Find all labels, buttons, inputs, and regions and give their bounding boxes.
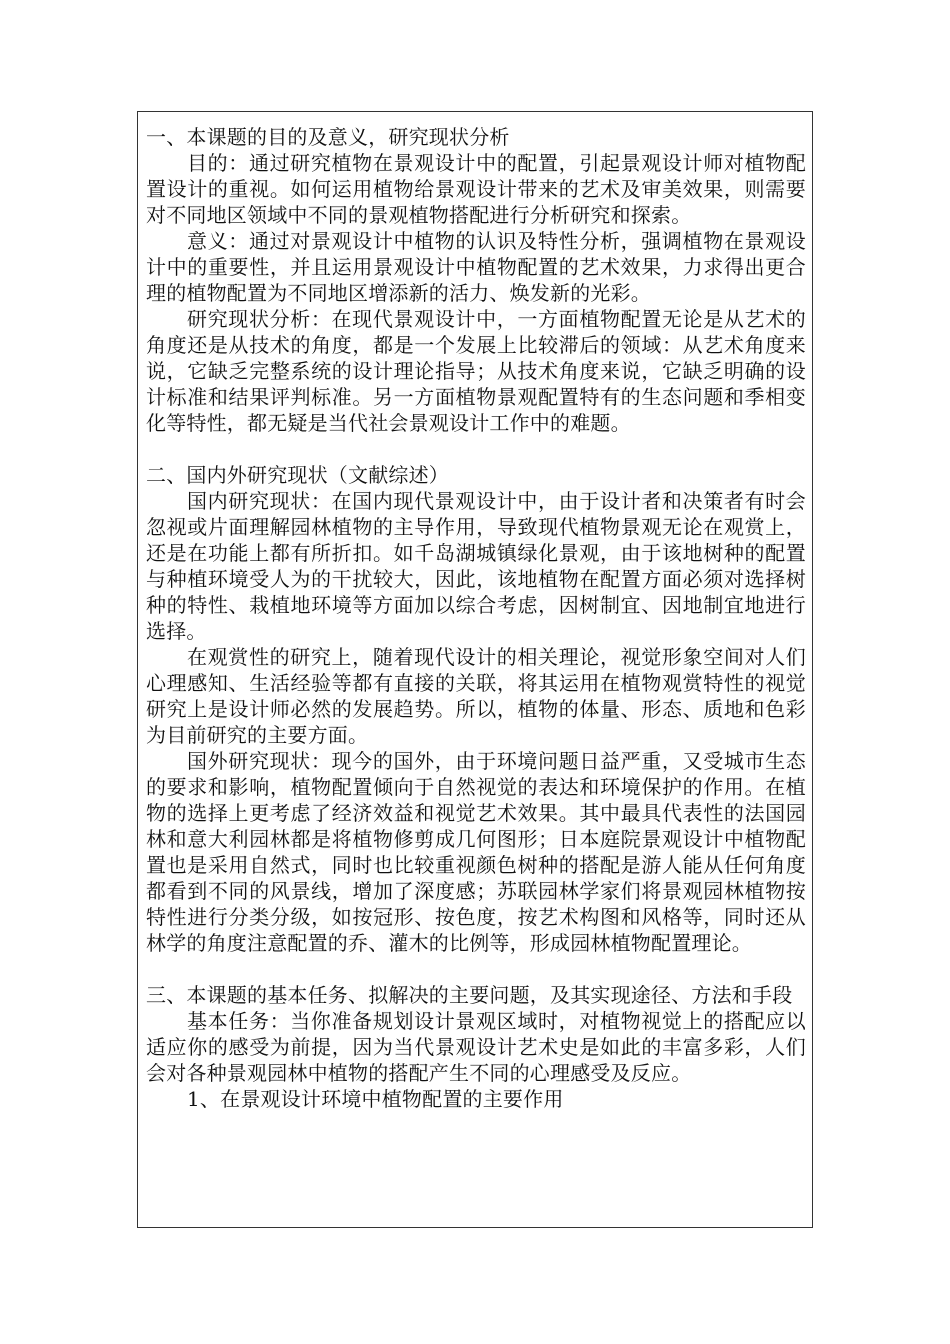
paragraph: 意义：通过对景观设计中植物的认识及特性分析，强调植物在景观设计中的重要性，并且运用景观设计中植物配置的艺术效果，力求得出更合理的植物配置为不同地区增添新的活力、焕发新的光彩。 bbox=[146, 229, 806, 305]
section-heading: 三、本课题的基本任务、拟解决的主要问题，及其实现途径、方法和手段 bbox=[146, 983, 793, 1007]
section-heading: 二、国内外研究现状（文献综述） bbox=[146, 463, 449, 487]
paragraph: 基本任务：当你准备规划设计景观区域时，对植物视觉上的搭配应以适应你的感受为前提，因为当代景观设计艺术史是如此的丰富多彩，人们会对各种景观园林中植物的搭配产生不同的心理感受及反应。 bbox=[146, 1009, 806, 1085]
paragraph: 研究现状分析：在现代景观设计中，一方面植物配置无论是从艺术的角度还是从技术的角度，都是一个发展上比较滞后的领域：从艺术角度来说，它缺乏完整系统的设计理论指导；从技术角度来说，它缺乏明确的设计标准和结果评判标准。另一方面植物景观配置特有的生态问题和季相变化等特性，都无疑是当代社会景观设计工作中的难题。 bbox=[146, 307, 806, 435]
section-2 bbox=[146, 462, 806, 956]
section-3 bbox=[146, 982, 806, 1112]
section-spacer bbox=[146, 956, 806, 982]
paragraph: 在观赏性的研究上，随着现代设计的相关理论，视觉形象空间对人们心理感知、生活经验等都有直接的关联，将其运用在植物观赏特性的视觉研究上是设计师必然的发展趋势。所以，植物的体量、形态、质地和色彩为目前研究的主要方面。 bbox=[146, 645, 806, 747]
paragraph: 国外研究现状：现今的国外，由于环境问题日益严重，又受城市生态的要求和影响，植物配置倾向于自然视觉的表达和环境保护的作用。在植物的选择上更考虑了经济效益和视觉艺术效果。其中最具代表性的法国园林和意大利园林都是将植物修剪成几何图形；日本庭院景观设计中植物配置也是采用自然式，同时也比较重视颜色树种的搭配是游人能从任何角度都看到不同的风景线，增加了深度感；苏联园林学家们将景观园林植物按特性进行分类分级，如按冠形、按色度，按艺术构图和风格等，同时还从林学的角度注意配置的乔、灌木的比例等，形成园林植物配置理论。 bbox=[146, 749, 806, 955]
section-heading: 一、本课题的目的及意义，研究现状分析 bbox=[146, 125, 510, 149]
paragraph: 国内研究现状：在国内现代景观设计中，由于设计者和决策者有时会忽视或片面理解园林植物的主导作用，导致现代植物景观无论在观赏上，还是在功能上都有所折扣。如千岛湖城镇绿化景观，由于该地树种的配置与种植环境受人为的干扰较大，因此，该地植物在配置方面必须对选择树种的特性、栽植地环境等方面加以综合考虑，因树制宜、因地制宜地进行选择。 bbox=[146, 489, 806, 643]
section-spacer bbox=[146, 436, 806, 462]
document-body bbox=[146, 124, 806, 1112]
paragraph: 目的：通过研究植物在景观设计中的配置，引起景观设计师对植物配置设计的重视。如何运用植物给景观设计带来的艺术及审美效果，则需要对不同地区领域中不同的景观植物搭配进行分析研究和探索。 bbox=[146, 151, 806, 227]
section-1 bbox=[146, 124, 806, 436]
list-item: 1、在景观设计环境中植物配置的主要作用 bbox=[187, 1087, 564, 1111]
